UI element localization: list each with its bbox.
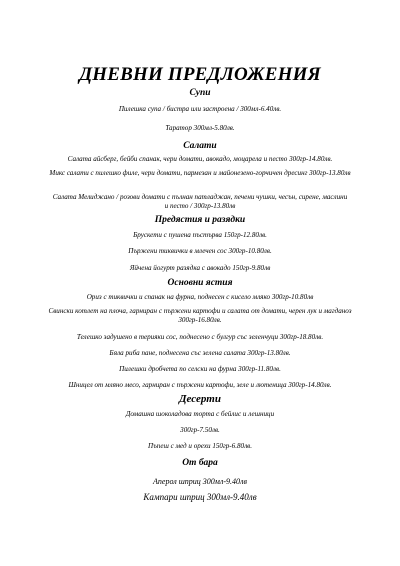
menu-item: Домашна шоколадова торта с бейлис и лешници — [125, 410, 275, 418]
menu-item: Телешко задушено в терияки сос, поднесено с булгур със зеленчуци 300гр-18.80лв. — [76, 333, 324, 341]
menu-item: Пилешки дробчета по селски на фурна 300гр-11.80лв. — [119, 365, 281, 373]
menu-item: Салата айсберг, бейби спанак, чери домати, авокадо, моцарела и песто 300гр-14.80лв. — [67, 155, 333, 163]
menu-item: Аперол шприц 300мл-9.40лв — [153, 477, 247, 486]
menu-item: Ориз с тиквички и спанак на фурна, поднесен с кисело мляко 300гр-10.80лв — [86, 293, 314, 301]
section-heading-salads: Салати — [183, 141, 217, 151]
section-heading-soups: Супи — [189, 88, 211, 98]
menu-item: 300гр-7.50лв. — [180, 426, 220, 434]
menu-item: Бяла риба пане, поднесена със зелена салата 300гр-13.80лв. — [109, 349, 291, 357]
menu-item: Микс салати с пилешко филе, чери домати, пармезан и майонезено-горчичен дресинг 300гр-13.80лв — [49, 169, 351, 177]
menu-item: Таратор 300мл-5.80лв. — [165, 124, 235, 132]
section-heading-starters: Предястия и разядки — [154, 215, 246, 225]
menu-item: Яйчена йогурт разядка с авокадо 150гр-9.80лв — [129, 264, 271, 272]
section-heading-bar: От бара — [182, 458, 218, 468]
menu-item: Пилешка супа / бистра или застроена / 300мл-6.40лв. — [118, 105, 282, 113]
menu-item: Салата Мелиджано / розови домати с пълнан патладжан, печени чушки, чесън, сирене, маслини и песто / 300гр-13.80лв — [52, 193, 348, 210]
page-title: ДНЕВНИ ПРЕДЛОЖЕНИЯ — [79, 64, 321, 85]
menu-item: Пържени тиквички в млечен сос 300гр-10.80лв. — [128, 247, 272, 255]
menu-item: Брускети с пушена пъстърва 150гр-12.80лв. — [133, 231, 267, 239]
section-heading-desserts: Десерти — [179, 393, 221, 405]
menu-item: Шницел от мляно месо, гарниран с пържени картофи, зеле и лютеница 300гр-14.80лв. — [68, 381, 332, 389]
menu-item: Кампари шприц 300мл-9.40лв — [143, 492, 257, 502]
section-heading-main-courses: Основни ястия — [167, 278, 233, 288]
menu-item: Пъпеш с мед и орехи 150гр-6.80лв. — [147, 442, 253, 450]
menu-item: Свински котлет на плоча, гарниран с пържени картофи и салата от домати, черен лук и магданоз 300гр-16.80лв. — [48, 307, 352, 324]
